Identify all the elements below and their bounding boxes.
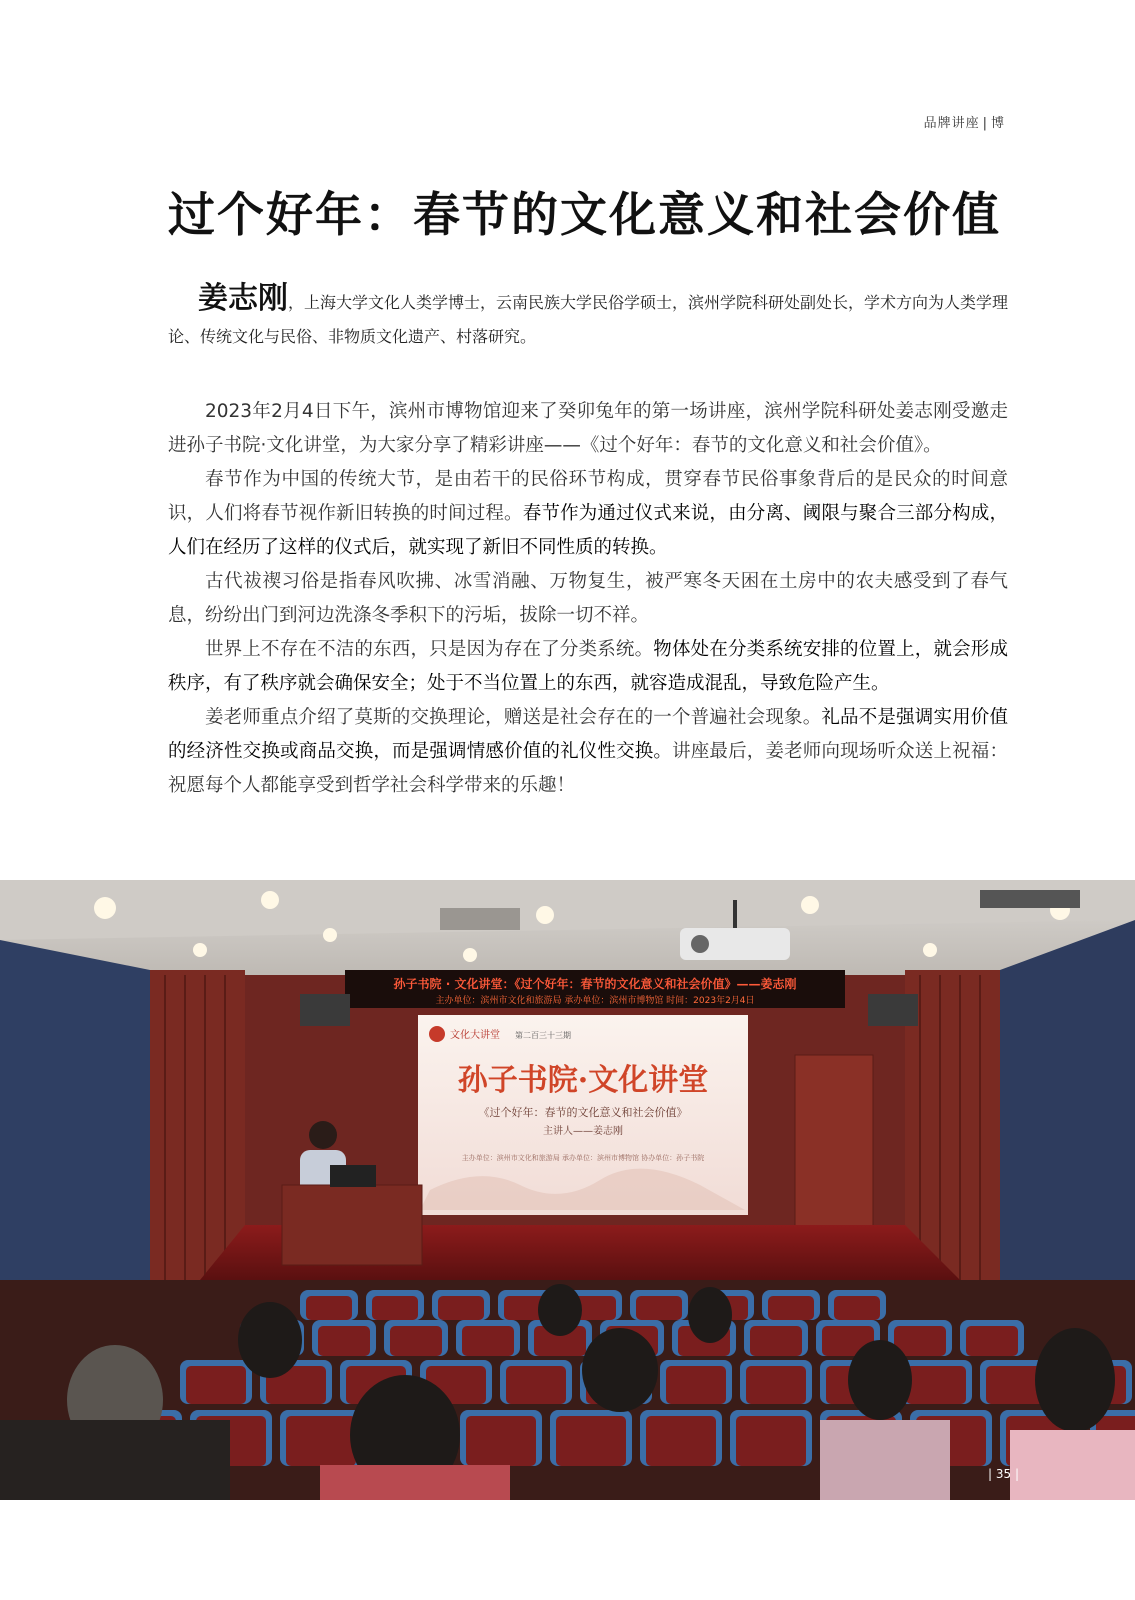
highlight-text: 礼品不是强调实用价值的经济性交换或商品交换，而是强调情感价值的礼仪性交换。	[168, 707, 1008, 762]
led-banner-line1: 孙子书院 · 文化讲堂：《过个好年：春节的文化意义和社会价值》——姜志刚	[393, 977, 797, 991]
section-label: 品牌讲座	[923, 116, 980, 131]
led-banner-line2: 主办单位：滨州市文化和旅游局 承办单位：滨州市博物馆 时间：2023年2月4日	[435, 996, 755, 1006]
seat-back	[834, 1296, 880, 1320]
paragraph: 2023年2月4日下午，滨州市博物馆迎来了癸卯兔年的第一场讲座，滨州学院科研处姜志刚受邀走进孙子书院·文化讲堂，为大家分享了精彩讲座——《过个好年：春节的文化意义和社会价值》。	[168, 401, 1008, 456]
seat-back	[646, 1416, 716, 1466]
seat-back	[306, 1296, 352, 1320]
highlight-text: 春节作为通过仪式来说，由分离、阈限与聚合三部分构成，人们在经历了这样的仪式后，就实现了新旧不同性质的转换。	[168, 503, 1008, 558]
seat-back	[556, 1416, 626, 1466]
author-bio: ，上海大学文化人类学博士，云南民族大学民俗学硕士，滨州学院科研处副处长，学术方向为人类学理论、传统文化与民俗、非物质文化遗产、村落研究。	[168, 293, 1009, 346]
seat-back	[666, 1366, 726, 1404]
seat-back	[636, 1296, 682, 1320]
paragraph: 世界上不存在不洁的东西，只是因为存在了分类系统。物体处在分类系统安排的位置上，就会形成秩序，有了秩序就会确保安全；处于不当位置上的东西，就容造成混乱，导致危险产生。	[168, 639, 1008, 694]
seat-back	[390, 1326, 442, 1356]
author-name: 姜志刚	[198, 281, 288, 316]
author-intro	[168, 282, 1008, 354]
paragraph: 古代祓禊习俗是指春风吹拂、冰雪消融、万物复生，被严寒冬天困在土房中的农夫感受到了春气息，纷纷出门到河边洗涤冬季积下的污垢，拔除一切不祥。	[168, 571, 1008, 626]
article-title: 过个好年：春节的文化意义和社会价值	[168, 188, 1001, 243]
highlight-text: 物体处在分类系统安排的位置上，就会形成秩序，有了秩序就会确保安全；处于不当位置上的东西，就容造成混乱，导致危险产生。	[168, 639, 1008, 694]
screen-logo: 文化大讲堂	[450, 1030, 500, 1041]
seat-back	[906, 1366, 966, 1404]
seat-back	[736, 1416, 806, 1466]
header-separator: |	[982, 116, 988, 131]
screen-subtitle: 《过个好年：春节的文化意义和社会价值》	[478, 1106, 688, 1119]
paragraph: 姜老师重点介绍了莫斯的交换理论，赠送是社会存在的一个普遍社会现象。礼品不是强调实用价值的经济性交换或商品交换，而是强调情感价值的礼仪性交换。讲座最后，姜老师向现场听众送上祝福：祝愿每个人都能享受到哲学社会科学带来的乐趣！	[168, 707, 1008, 796]
paragraph: 春节作为中国的传统大节，是由若干的民俗环节构成，贯穿春节民俗事象背后的是民众的时间意识，人们将春节视作新旧转换的时间过程。春节作为通过仪式来说，由分离、阈限与聚合三部分构成，人们在经历了这样的仪式后，就实现了新旧不同性质的转换。	[168, 469, 1008, 558]
lecture-photo	[0, 880, 1135, 1500]
seat-back	[746, 1366, 806, 1404]
article-body	[168, 395, 1008, 803]
seat-back	[506, 1366, 566, 1404]
seat-back	[466, 1416, 536, 1466]
seat-back	[462, 1326, 514, 1356]
section-header	[924, 112, 1005, 131]
seat-back	[286, 1416, 356, 1466]
screen-footer: 主办单位：滨州市文化和旅游局 承办单位：滨州市博物馆 协办单位：孙子书院	[461, 1154, 705, 1162]
page-number: | 35 |	[988, 1467, 1019, 1481]
section-suffix: 博	[990, 116, 1005, 131]
screen-issue: 第二百三十三期	[515, 1031, 571, 1040]
seat-back	[768, 1296, 814, 1320]
screen-title: 孙子书院·文化讲堂	[457, 1063, 709, 1098]
screen-speaker: 主讲人——姜志刚	[543, 1126, 623, 1137]
seat-back	[186, 1366, 246, 1404]
seat-back	[438, 1296, 484, 1320]
seat-back	[966, 1326, 1018, 1356]
seat-back	[372, 1296, 418, 1320]
seat-back	[318, 1326, 370, 1356]
seat-back	[750, 1326, 802, 1356]
